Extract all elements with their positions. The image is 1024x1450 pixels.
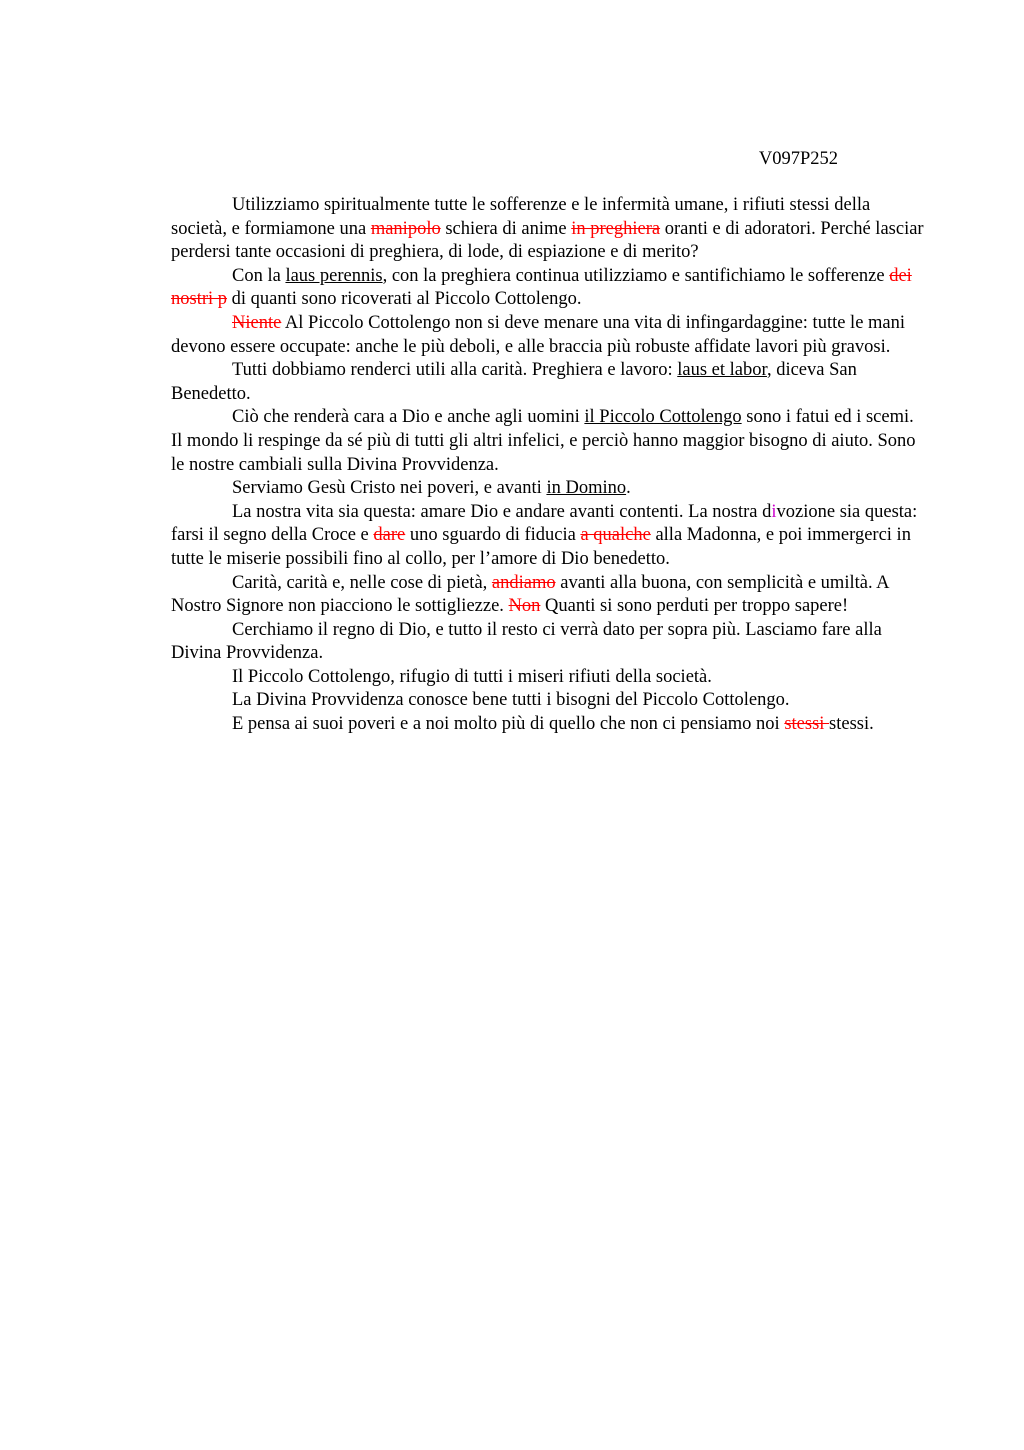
underlined-text: in Domino [546,478,627,499]
deleted-text: dei nostri p [171,265,912,310]
text-segment: , diceva San Benedetto. [171,360,857,404]
text-segment: Al Piccolo Cottolengo non si deve menare una vita di infingardaggine: tutte le mani devono essere occupate: anche le più deboli, e alle braccia più robuste affidate lavori più gravosi. [171,312,906,357]
text-segment: La nostra vita sia questa: amare Dio e andare avanti contenti. La nostra d [232,501,772,522]
underlined-text: il Piccolo Cottolengo [584,407,742,428]
paragraph [171,477,927,501]
underlined-text: laus et labor [677,360,767,381]
text-segment: , con la preghiera continua utilizziamo e santifichiamo le sofferenze [382,265,890,286]
text-segment: oranti e di adoratori. Perché lasciar perdersi tante occasioni di preghiera, di lode, di espiazione e di merito? [171,218,924,263]
text-segment: Il Piccolo Cottolengo, rifugio di tutti i miseri rifiuti della società. [232,666,712,687]
deleted-text: Non [508,596,541,617]
paragraph [171,572,927,619]
deleted-text: in preghiera [571,218,661,239]
text-segment: Con la [232,265,286,286]
text-segment: Quanti si sono perduti per troppo sapere! [540,596,849,617]
deleted-text: a qualche [580,525,651,546]
text-segment: La Divina Provvidenza conosce bene tutti i bisogni del Piccolo Cottolengo. [232,690,790,711]
text-segment: alla Madonna, e poi immergerci in tutte le miserie possibili fino al collo, per l’amore di Dio benedetto. [171,525,911,569]
paragraph [171,265,927,312]
text-segment: stessi. [829,714,874,735]
page-code: V097P252 [758,149,838,169]
text-segment: Ciò che renderà cara a Dio e anche agli uomini [232,407,585,428]
paragraph [171,312,927,359]
text-segment: Serviamo Gesù Cristo nei poveri, e avanti [232,478,547,499]
text-segment: Cerchiamo il regno di Dio, e tutto il resto ci verrà dato per sopra più. Lasciamo fare alla Divina Provvidenza. [171,619,882,664]
paragraph [171,619,927,666]
text-segment: Carità, carità e, nelle cose di pietà, [232,572,492,593]
paragraph [171,406,927,477]
document-body [171,194,927,737]
paragraph [171,194,927,265]
paragraph [171,713,927,737]
inserted-text: i [771,501,777,522]
deleted-text: manipolo [370,218,441,239]
deleted-text: andiamo [491,572,556,593]
text-segment: uno sguardo di fiducia [405,525,581,546]
text-segment: di quanti sono ricoverati al Piccolo Cottolengo. [227,289,582,310]
text-segment: Tutti dobbiamo renderci utili alla carità. Preghiera e lavoro: [232,360,678,381]
underlined-text: laus perennis [285,265,383,286]
deleted-text: stessi [784,714,830,735]
paragraph [171,501,927,572]
text-segment: vozione sia questa: farsi il segno della Croce e [171,501,918,546]
text-segment: E pensa ai suoi poveri e a noi molto più di quello che non ci pensiamo noi [232,714,785,735]
deleted-text: Niente [232,312,282,333]
paragraph [171,689,927,713]
text-segment: avanti alla buona, con semplicità e umiltà. A Nostro Signore non piacciono le sottigliezze. [171,572,889,617]
paragraph [171,359,927,406]
text-segment: sono i fatui ed i scemi. Il mondo li respinge da sé più di tutti gli altri infelici, e perciò hanno maggior bisogno di aiuto. Sono le nostre cambiali sulla Divina Provvidenza. [171,407,916,475]
text-segment: Utilizziamo spiritualmente tutte le sofferenze e le infermità umane, i rifiuti stessi della società, e formiamone una [171,195,871,239]
text-segment: schiera di anime [440,218,572,239]
deleted-text: dare [373,525,406,546]
text-segment: . [626,478,631,499]
paragraph [171,666,927,690]
